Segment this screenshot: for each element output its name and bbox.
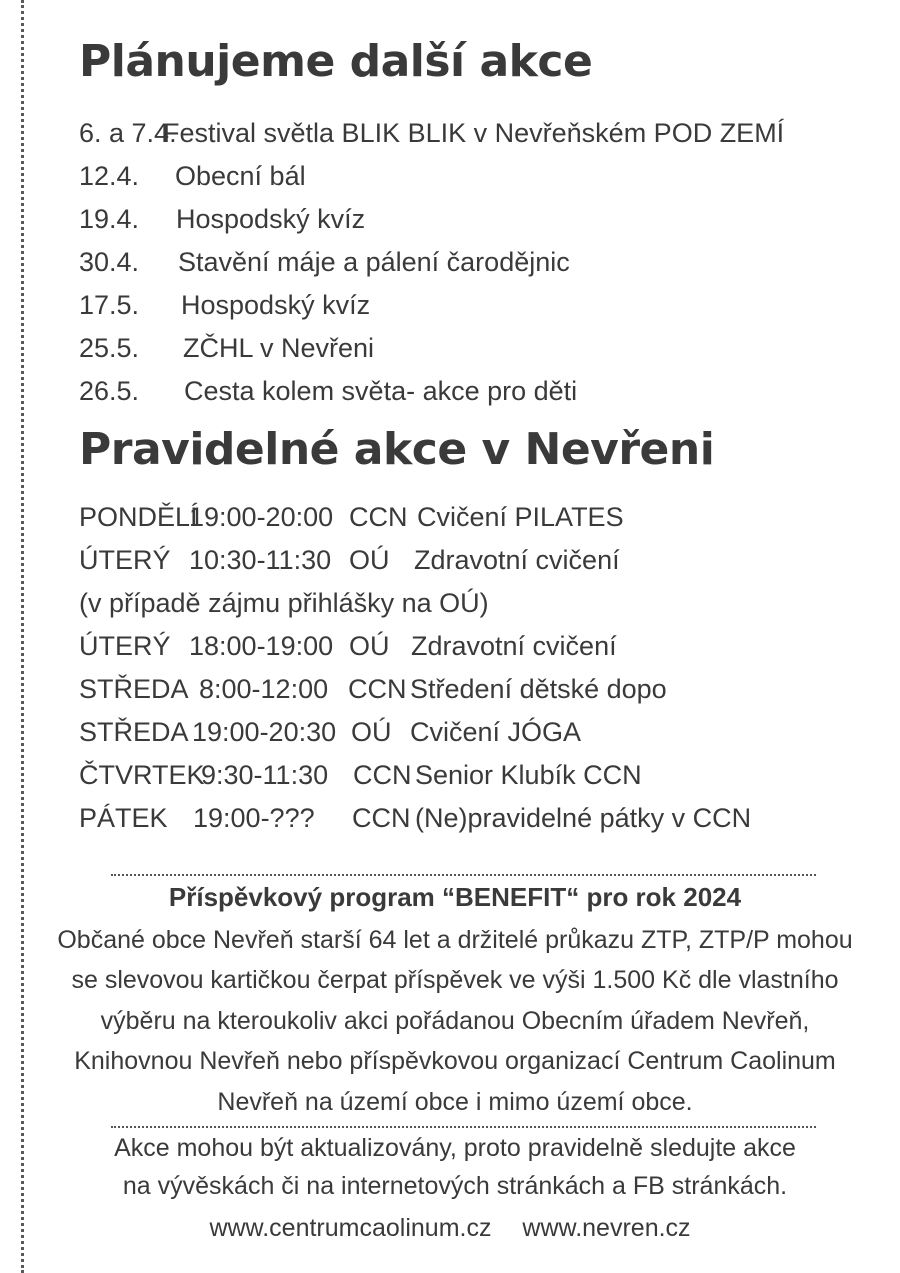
benefit-line: se slevovou kartičkou čerpat příspěvek ve výši 1.500 Kč dle vlastního xyxy=(71,966,839,995)
link-centrumcaolinum[interactable]: www.centrumcaolinum.cz xyxy=(209,1214,492,1242)
benefit-title: Příspěvkový program “BENEFIT“ pro rok 2024 xyxy=(168,882,742,912)
event-day: ÚTERÝ xyxy=(79,545,171,575)
event-place: CCN xyxy=(348,674,407,704)
event-place: CCN xyxy=(353,760,412,790)
event-date: 12.4. xyxy=(79,161,140,191)
event-day: PONDĚLÍ xyxy=(79,502,198,532)
left-dotted-rule xyxy=(21,0,24,1273)
event-activity: Středení dětské dopo xyxy=(410,674,667,704)
event-time: 19:00-20:00 xyxy=(189,502,334,532)
benefit-line: výběru na kteroukoliv akci pořádanou Obecním úřadem Nevřeň, xyxy=(100,1006,810,1035)
event-time: 10:30-11:30 xyxy=(189,545,332,575)
event-day: ČTVRTEK xyxy=(79,760,205,790)
benefit-line: Knihovnou Nevřeň nebo příspěvkovou organizací Centrum Caolinum xyxy=(74,1047,836,1076)
notice-line: Akce mohou být aktualizovány, proto pravidelně sledujte akce xyxy=(114,1134,796,1162)
event-day: STŘEDA xyxy=(79,674,189,704)
event-activity: Zdravotní cvičení xyxy=(414,545,620,575)
event-time: 9:30-11:30 xyxy=(201,760,329,790)
event-day: ÚTERÝ xyxy=(79,631,171,661)
event-name: ZČHL v Nevřeni xyxy=(183,333,375,363)
event-place: CCN xyxy=(349,502,408,532)
event-date: 19.4. xyxy=(79,204,140,234)
event-date: 25.5. xyxy=(79,333,140,363)
event-date: 6. a 7.4. xyxy=(79,118,177,148)
link-nevren[interactable]: www.nevren.cz xyxy=(522,1214,691,1242)
event-time: 18:00-19:00 xyxy=(189,631,334,661)
website-links xyxy=(0,1214,900,1243)
event-place: OÚ xyxy=(349,545,390,575)
event-activity: Cvičení PILATES xyxy=(417,502,624,532)
event-name: Obecní bál xyxy=(175,161,306,191)
notice-line: na vývěskách či na internetových stránkách a FB stránkách. xyxy=(122,1172,788,1200)
benefit-line: Nevřeň na území obce i mimo území obce. xyxy=(217,1087,693,1116)
event-time: 8:00-12:00 xyxy=(199,674,329,704)
event-place: CCN xyxy=(352,803,411,833)
dotted-divider xyxy=(111,1126,816,1128)
event-activity: Senior Klubík CCN xyxy=(415,760,642,790)
event-name: Festival světla BLIK BLIK v Nevřeňském POD ZEMÍ xyxy=(163,118,785,148)
event-activity: (Ne)pravidelné pátky v CCN xyxy=(415,803,752,833)
event-place: OÚ xyxy=(349,631,390,661)
update-notice xyxy=(30,1129,880,1205)
dotted-divider xyxy=(111,874,816,876)
event-date: 17.5. xyxy=(79,290,140,320)
regular-events-heading: Pravidelné akce v Nevřeni xyxy=(79,424,715,475)
event-name: Stavění máje a pálení čarodějnic xyxy=(178,247,570,277)
event-time: 19:00-??? xyxy=(193,803,315,833)
event-name: Hospodský kvíz xyxy=(181,290,371,320)
event-date: 30.4. xyxy=(79,247,140,277)
event-activity: Zdravotní cvičení xyxy=(411,631,617,661)
benefit-line: Občané obce Nevřeň starší 64 let a držitelé průkazu ZTP, ZTP/P mohou xyxy=(57,926,853,954)
event-name: Hospodský kvíz xyxy=(176,204,366,234)
event-name: Cesta kolem světa- akce pro děti xyxy=(184,376,578,406)
planned-events-heading: Plánujeme další akce xyxy=(79,36,593,87)
event-note: (v případě zájmu přihlášky na OÚ) xyxy=(79,588,489,618)
event-time: 19:00-20:30 xyxy=(192,717,337,747)
event-day: STŘEDA xyxy=(79,717,189,747)
event-place: OÚ xyxy=(351,717,392,747)
event-date: 26.5. xyxy=(79,376,140,406)
benefit-description xyxy=(30,920,880,1122)
event-activity: Cvičení JÓGA xyxy=(410,717,582,747)
event-day: PÁTEK xyxy=(79,803,168,833)
